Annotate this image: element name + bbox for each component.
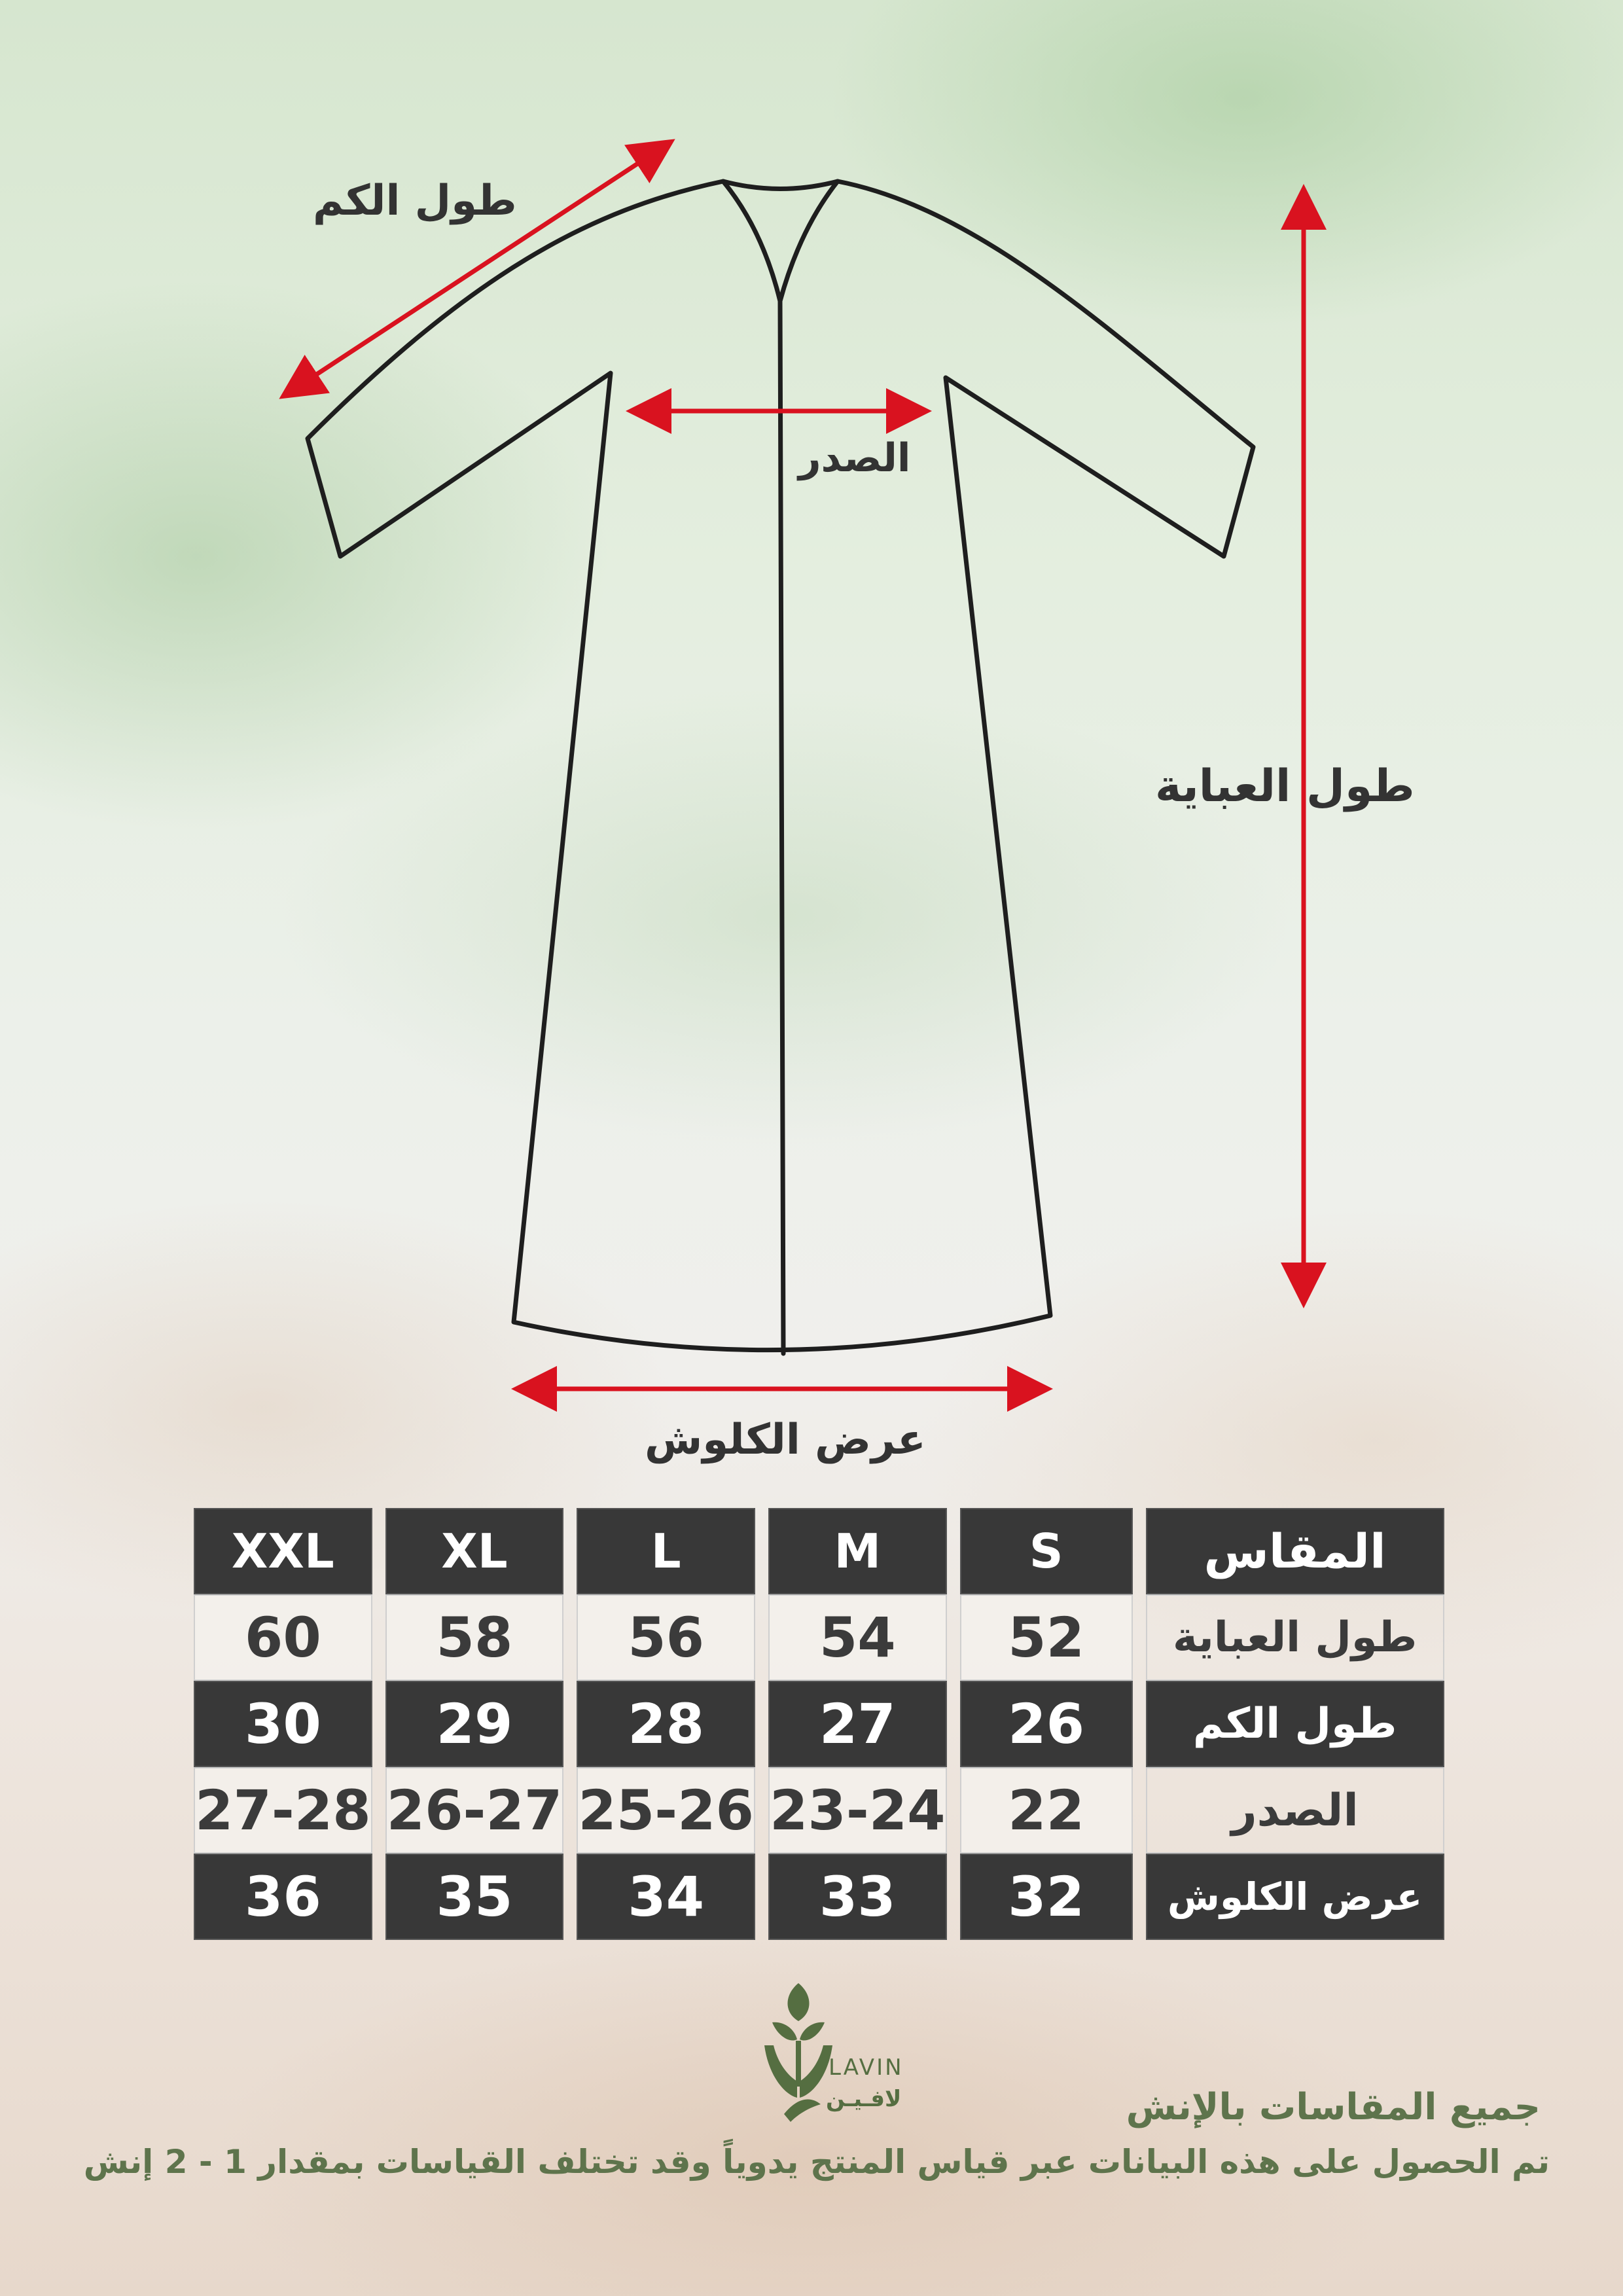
size-m-header: M: [768, 1508, 947, 1594]
table-cell: 52: [960, 1594, 1133, 1681]
size-xxl-header: XXL: [194, 1508, 372, 1594]
table-cell: 26: [960, 1681, 1133, 1767]
table-cell: 36: [194, 1854, 372, 1940]
row-label: الصدر: [1146, 1767, 1444, 1854]
table-cell: 25-26: [577, 1767, 755, 1854]
table-cell: 28: [577, 1681, 755, 1767]
brand-name-arabic: لافـيـن: [826, 2086, 902, 2112]
size-xl-header: XL: [385, 1508, 564, 1594]
table-cell: 60: [194, 1594, 372, 1681]
neckline: [723, 181, 838, 301]
table-cell: 54: [768, 1594, 947, 1681]
table-cell: 34: [577, 1854, 755, 1940]
table-row: [194, 1767, 1444, 1854]
table-cell: 33: [768, 1854, 947, 1940]
size-l-header: L: [577, 1508, 755, 1594]
table-cell: 32: [960, 1854, 1133, 1940]
table-header-row: [194, 1508, 1444, 1594]
size-header-label: المقاس: [1146, 1508, 1444, 1594]
size-s-header: S: [960, 1508, 1133, 1594]
table-cell: 30: [194, 1681, 372, 1767]
table-row: [194, 1854, 1444, 1940]
abaya-length-label: طول العباية: [1155, 761, 1415, 812]
brand-name-latin: LAVIN: [829, 2054, 904, 2081]
table-cell: 26-27: [385, 1767, 564, 1854]
table-row: [194, 1594, 1444, 1681]
table-cell: 27-28: [194, 1767, 372, 1854]
table-cell: 23-24: [768, 1767, 947, 1854]
sleeve-length-label: طول الكم: [313, 177, 517, 225]
chest-label: الصدر: [798, 435, 911, 481]
center-seam: [780, 301, 783, 1354]
table-cell: 22: [960, 1767, 1133, 1854]
hem-width-label: عرض الكلوش: [645, 1416, 926, 1464]
row-label: طول الكم: [1146, 1681, 1444, 1767]
row-label: طول العباية: [1146, 1594, 1444, 1681]
table-cell: 29: [385, 1681, 564, 1767]
units-note: جميع المقاسات بالإنش: [1126, 2086, 1541, 2128]
table-row: [194, 1681, 1444, 1767]
table-cell: 35: [385, 1854, 564, 1940]
size-chart-table: [181, 1508, 1457, 1940]
table-cell: 56: [577, 1594, 755, 1681]
row-label: عرض الكلوش: [1146, 1854, 1444, 1940]
disclaimer-note: تم الحصول على هذه البيانات عبر قياس المنتج يدوياً وقد تختلف القياسات بمقدار 1 - 2 إنش: [83, 2143, 1550, 2181]
table-cell: 27: [768, 1681, 947, 1767]
table-cell: 58: [385, 1594, 564, 1681]
